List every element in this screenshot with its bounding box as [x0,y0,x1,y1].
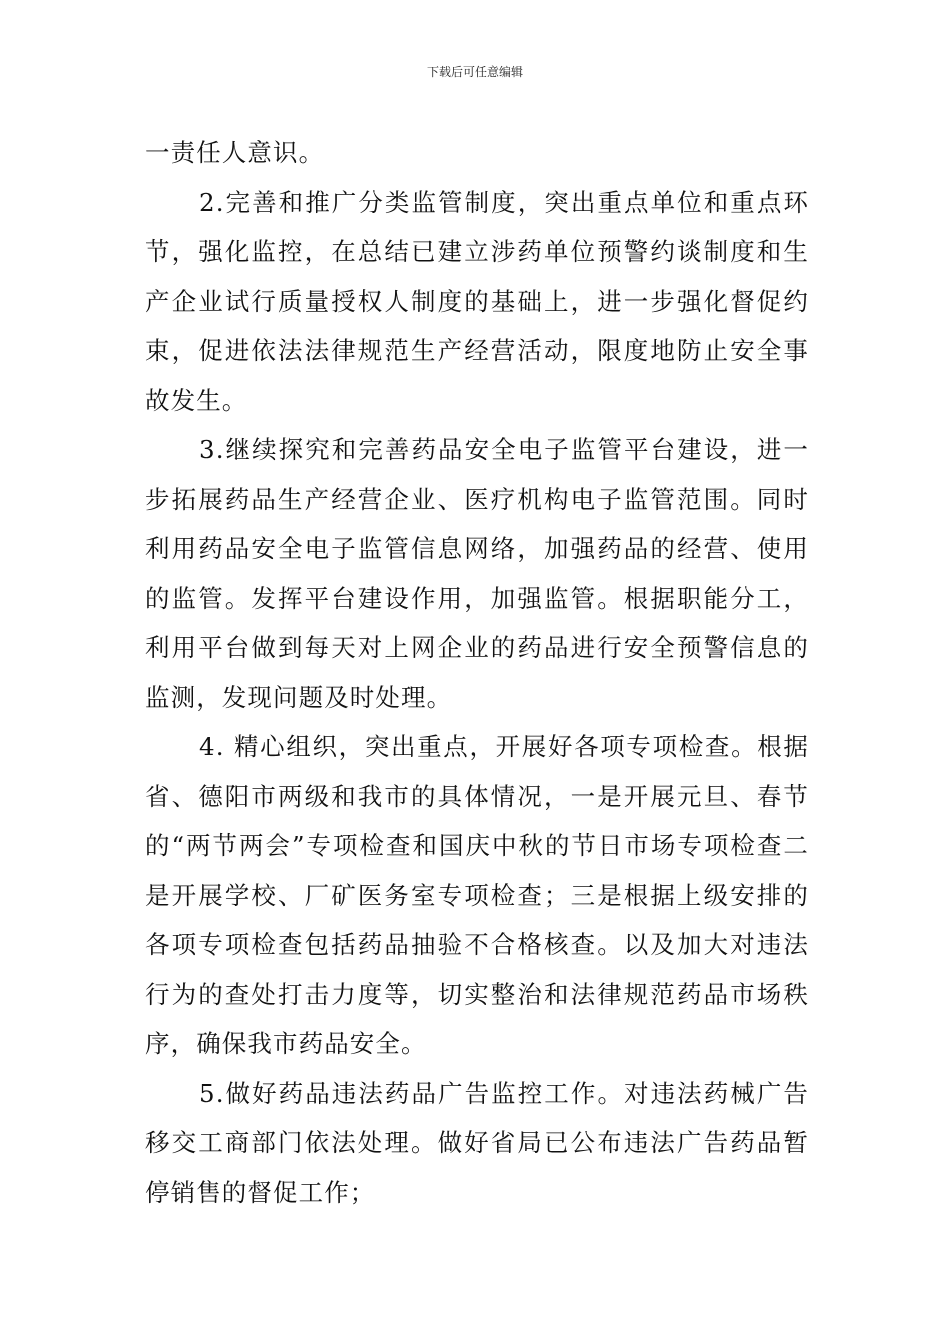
paragraph-item-3: 3.继续探究和完善药品安全电子监管平台建设，进一步拓展药品生产经营企业、医疗机构电子监管范围。同时利用药品安全电子监管信息网络，加强药品的经营、使用的监管。发挥平台建设作用，加强监管。根据职能分工，利用平台做到每天对上网企业的药品进行安全预警信息的监测，发现问题及时处理。 [145,435,809,712]
paragraph-item-2: 2.完善和推广分类监管制度，突出重点单位和重点环节，强化监控，在总结已建立涉药单位预警约谈制度和生产企业试行质量授权人制度的基础上，进一步强化督促约束，促进依法法律规范生产经营活动，限度地防止安全事故发生。 [145,187,809,415]
document-body [145,128,809,1217]
paragraph-continuation: 一责任人意识。 [145,138,325,167]
paragraph-item-4: 4. 精心组织，突出重点，开展好各项专项检查。根据省、德阳市两级和我市的具体情况，一是开展元旦、春节的“两节两会”专项检查和国庆中秋的节日市场专项检查二是开展学校、厂矿医务室专项检查；三是根据上级安排的各项专项检查包括药品抽验不合格核查。以及加大对违法行为的查处打击力度等，切实整治和法律规范药品市场秩序，确保我市药品安全。 [145,732,809,1058]
page-header: 下载后可任意编辑 [426,65,523,79]
paragraph-item-5: 5.做好药品违法药品广告监控工作。对违法药械广告移交工商部门依法处理。做好省局已公布违法广告药品暂停销售的督促工作； [145,1078,809,1207]
